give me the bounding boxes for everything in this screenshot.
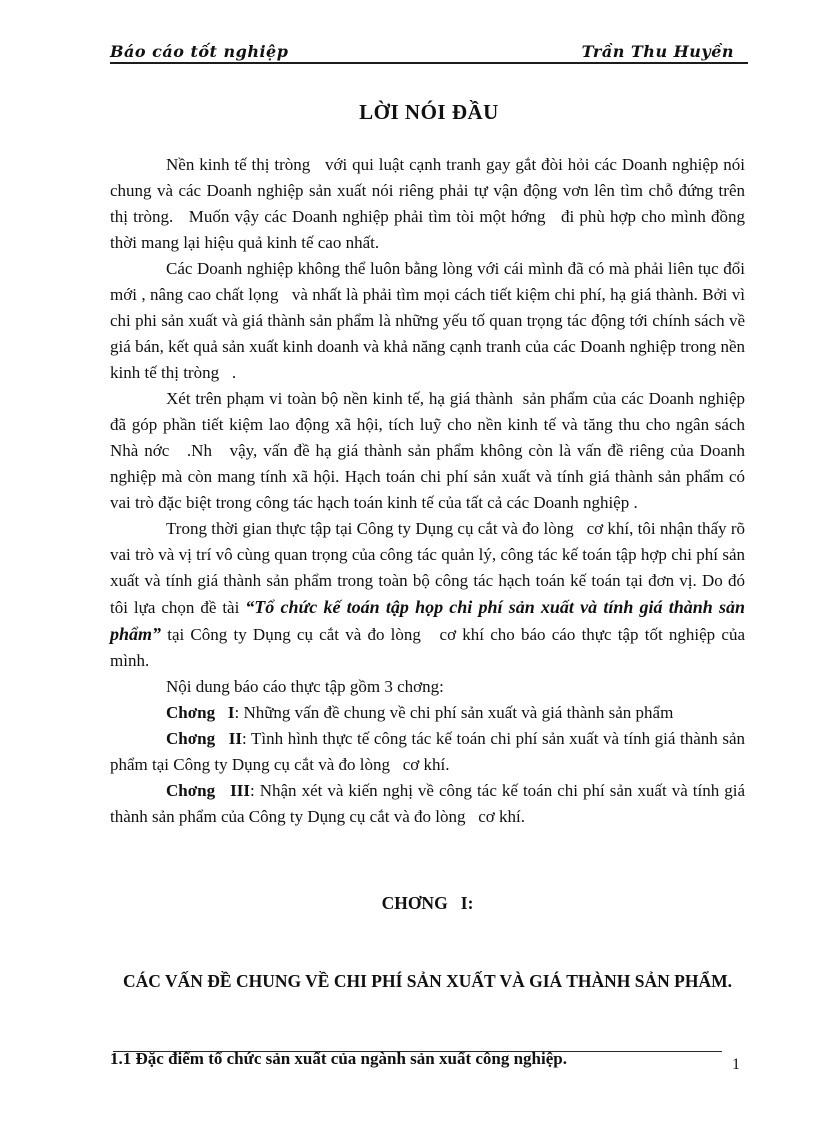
chapter-1-label: Chơng I xyxy=(166,703,235,722)
chapter-1-text: : Những vấn đề chung về chi phí sản xuất và giá thành sản phẩm xyxy=(234,703,674,722)
chapter-list-item-3 xyxy=(110,778,750,830)
section-heading-1-1: 1.1 Đặc điểm tổ chức sản xuất của ngành sản xuất công nghiệp. xyxy=(110,1049,567,1068)
paragraph-1: Nền kinh tế thị tròng với qui luật cạnh tranh gay gắt đòi hỏi các Doanh nghiệp nói chung và các Doanh nghiệp sản xuất nói riêng phải tự vận động vơn lên tìm chỗ đứng trên thị tròng. Muốn vậy các Doanh nghiệp phải tìm tòi một hớng đi phù hợp cho mình đồng thời mang lại hiệu quả kinh tế cao nhất. xyxy=(110,155,750,252)
thesis-title-quote: “Tổ chức kế toán tập họp chi phí sản xuất và tính giá thành sản phẩm” xyxy=(110,597,750,644)
chapter-list-item-1 xyxy=(110,700,745,726)
chapter-1-heading-title: CÁC VẤN ĐỀ CHUNG VỀ CHI PHÍ SẢN XUẤT VÀ GIÁ THÀNH SẢN PHẨM. xyxy=(123,971,732,991)
toc-intro-line: Nội dung báo cáo thực tập gồm 3 chơng: xyxy=(166,677,444,696)
paragraph-4-lead: Trong thời gian thực tập tại Công ty Dụng cụ cắt và đo lòng cơ khí, tôi nhận thấy rõ vai trò và vị trí vô cùng quan trọng của công tác quản lý, công tác kế toán tập hợp chi phí sản xuất và tính giá thành sản phẩm trong toàn bộ công tác hạch toán kế toán tại đơn vị. Do đó tôi lựa chọn đề tài xyxy=(110,519,750,617)
chapter-3-text: : Nhận xét và kiến nghị về công tác kế toán chi phí sản xuất và tính giá thành sản phẩm của Công ty Dụng cụ cắt và đo lòng cơ khí. xyxy=(110,781,750,826)
paragraph-4 xyxy=(110,516,750,674)
footer-rule xyxy=(113,1051,722,1052)
header-report-title: Báo cáo tốt nghiệp xyxy=(110,42,289,61)
document-body xyxy=(110,152,750,1072)
chapter-1-heading-number: CHƠNG I: xyxy=(381,893,474,913)
page-header xyxy=(110,42,748,64)
paragraph-2: Các Doanh nghiệp không thể luôn bằng lòng với cái mình đã có mà phải liên tục đổi mới , nâng cao chất lọng và nhất là phải tìm mọi cách tiết kiệm chi phí, hạ giá thành. Bởi vì chi phi sản xuất và giá thành sản phẩm là những yếu tố quan trọng tác động tới chính sách về giá bán, kết quả sản xuất kinh doanh và khả năng cạnh tranh của các Doanh nghiệp trong nền kinh tế thị tròng . xyxy=(110,259,750,382)
document-title: LỜI NÓI ĐẦU xyxy=(359,100,499,124)
chapter-list-item-2 xyxy=(110,726,750,778)
chapter-1-heading xyxy=(110,838,745,1046)
chapter-2-label: Chơng II xyxy=(166,729,243,748)
chapter-3-label: Chơng III xyxy=(166,781,250,800)
header-author-name: Trần Thu Huyền xyxy=(581,42,734,61)
paragraph-3: Xét trên phạm vi toàn bộ nền kinh tế, hạ giá thành sản phẩm của các Doanh nghiệp đã góp phần tiết kiệm lao động xã hội, tích luỹ cho nền kinh tế và tăng thu cho ngân sách Nhà nớc .Nh vậy, vấn đề hạ giá thành sản phẩm không còn là vấn đề riêng của Doanh nghiệp mà còn mang tính xã hội. Hạch toán chi phí sản xuất và tính giá thành sản phẩm có vai trò đặc biệt trong công tác hạch toán kinh tế của tất cả các Doanh nghiệp . xyxy=(110,389,750,512)
page-number: 1 xyxy=(732,1056,740,1073)
paragraph-4-tail: tại Công ty Dụng cụ cắt và đo lòng cơ khí cho báo cáo thực tập tốt nghiệp của mình. xyxy=(110,625,750,670)
chapter-2-text: : Tình hình thực tế công tác kế toán chi phí sản xuất và tính giá thành sản phẩm tại Công ty Dụng cụ cắt và đo lòng cơ khí. xyxy=(110,729,750,774)
